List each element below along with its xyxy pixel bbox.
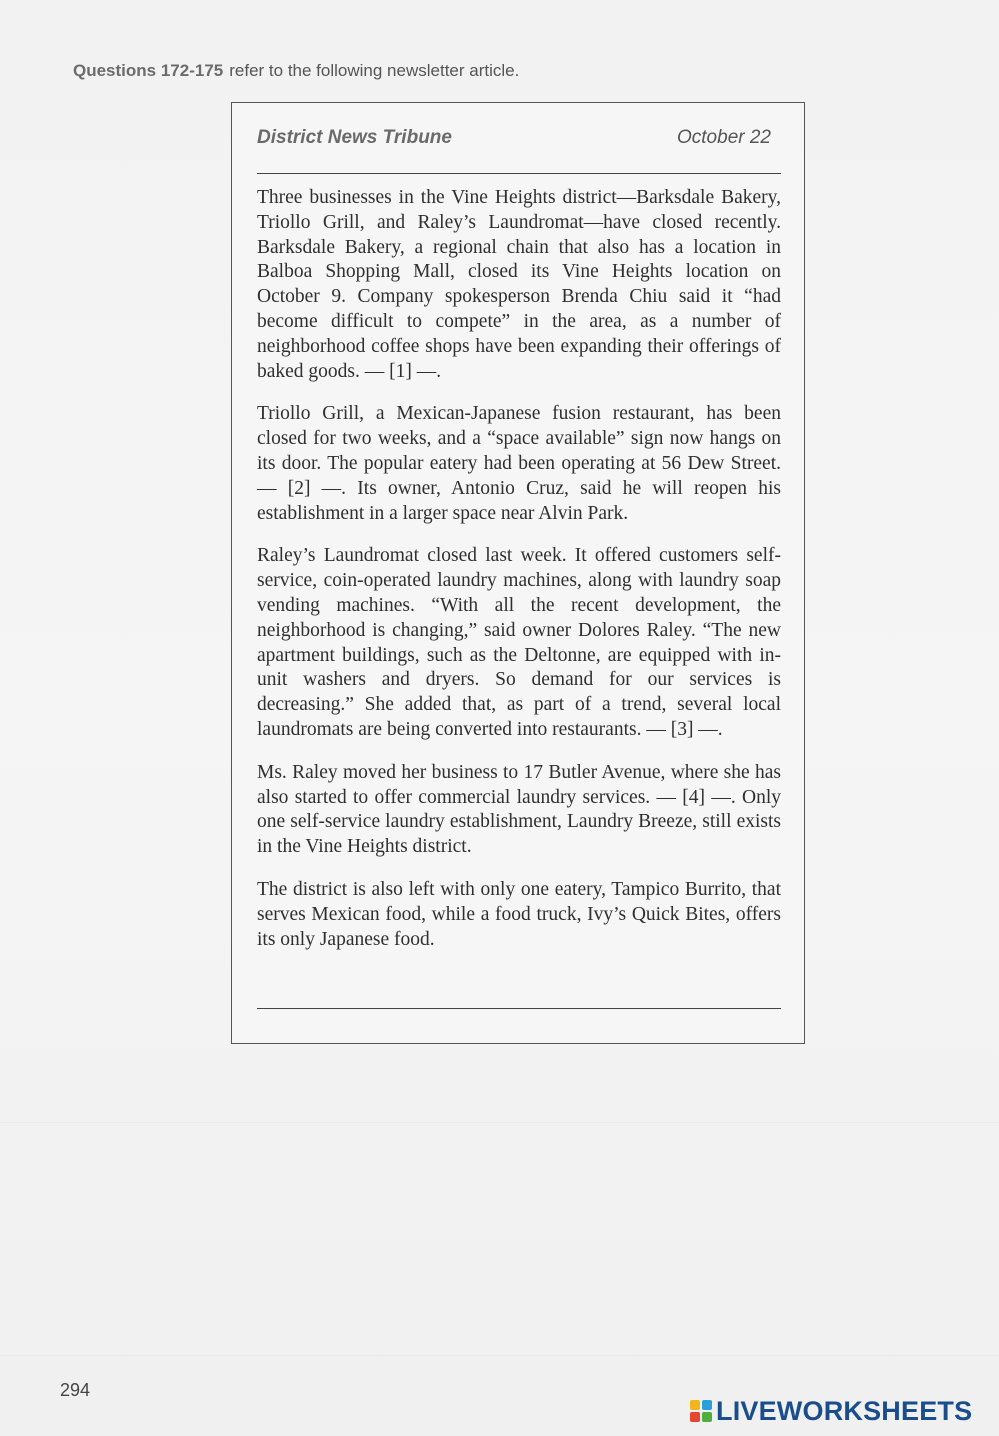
article-body	[257, 186, 781, 970]
faint-rule	[0, 1122, 999, 1123]
questions-range: Questions 172-175	[73, 61, 224, 80]
page-number: 294	[60, 1380, 91, 1400]
article-header	[257, 127, 781, 157]
article-paragraph-1: Three businesses in the Vine Heights district—Barksdale Bakery, Triollo Grill, and Raley’s Laundromat—have closed recently. Barksdale Bakery, a regional chain that also has a location in Balboa Shopping Mall, closed its Vine Heights location on October 9. Company spokesperson Brenda Chiu said it “had become difficult to compete” in the area, as a number of neighborhood coffee shops have been expanding their offerings of baked goods. — [1] —.	[257, 187, 781, 382]
header-divider	[257, 173, 781, 174]
publication-name: District News Tribune	[257, 127, 452, 148]
liveworksheets-wordmark: LIVEWORKSHEETS	[716, 1395, 973, 1426]
liveworksheets-logo	[690, 1396, 972, 1426]
article-paragraph-4: Ms. Raley moved her business to 17 Butler Avenue, where she has also started to offer commercial laundry services. — [4] —. Only one self-service laundry establishment, Laundry Breeze, still exists in the Vine Heights district.	[257, 761, 781, 858]
questions-instruction: refer to the following newsletter article.	[229, 61, 520, 80]
logo-square-icon	[690, 1412, 700, 1422]
newsletter-article	[231, 102, 805, 1044]
article-paragraph-2: Triollo Grill, a Mexican-Japanese fusion restaurant, has been closed for two weeks, and a “space available” sign now hangs on its door. The popular eatery had been operating at 56 Dew Street. — [2] —. Its owner, Antonio Cruz, said he will reopen his establishment in a larger space near Alvin Park.	[257, 403, 781, 524]
footer-divider	[257, 1008, 781, 1009]
logo-square-icon	[702, 1400, 712, 1410]
logo-square-icon	[702, 1412, 712, 1422]
faint-rule	[0, 1355, 999, 1356]
article-paragraph-5: The district is also left with only one eatery, Tampico Burrito, that serves Mexican food, while a food truck, Ivy’s Quick Bites, offers its only Japanese food.	[257, 878, 781, 950]
article-paragraph-3: Raley’s Laundromat closed last week. It offered customers self-service, coin-operated laundry machines, along with laundry soap vending machines. “With all the recent development, the neighborhood is changing,” said owner Dolores Raley. “The new apartment buildings, such as the Deltonne, are equipped with in-unit washers and dryers. So demand for our services is decreasing.” She added that, as part of a trend, several local laundromats are being converted into restaurants. — [3] —.	[257, 545, 781, 740]
logo-square-icon	[690, 1400, 700, 1410]
publication-date: October 22	[677, 127, 771, 148]
liveworksheets-icon	[690, 1400, 712, 1422]
questions-intro	[73, 61, 519, 81]
